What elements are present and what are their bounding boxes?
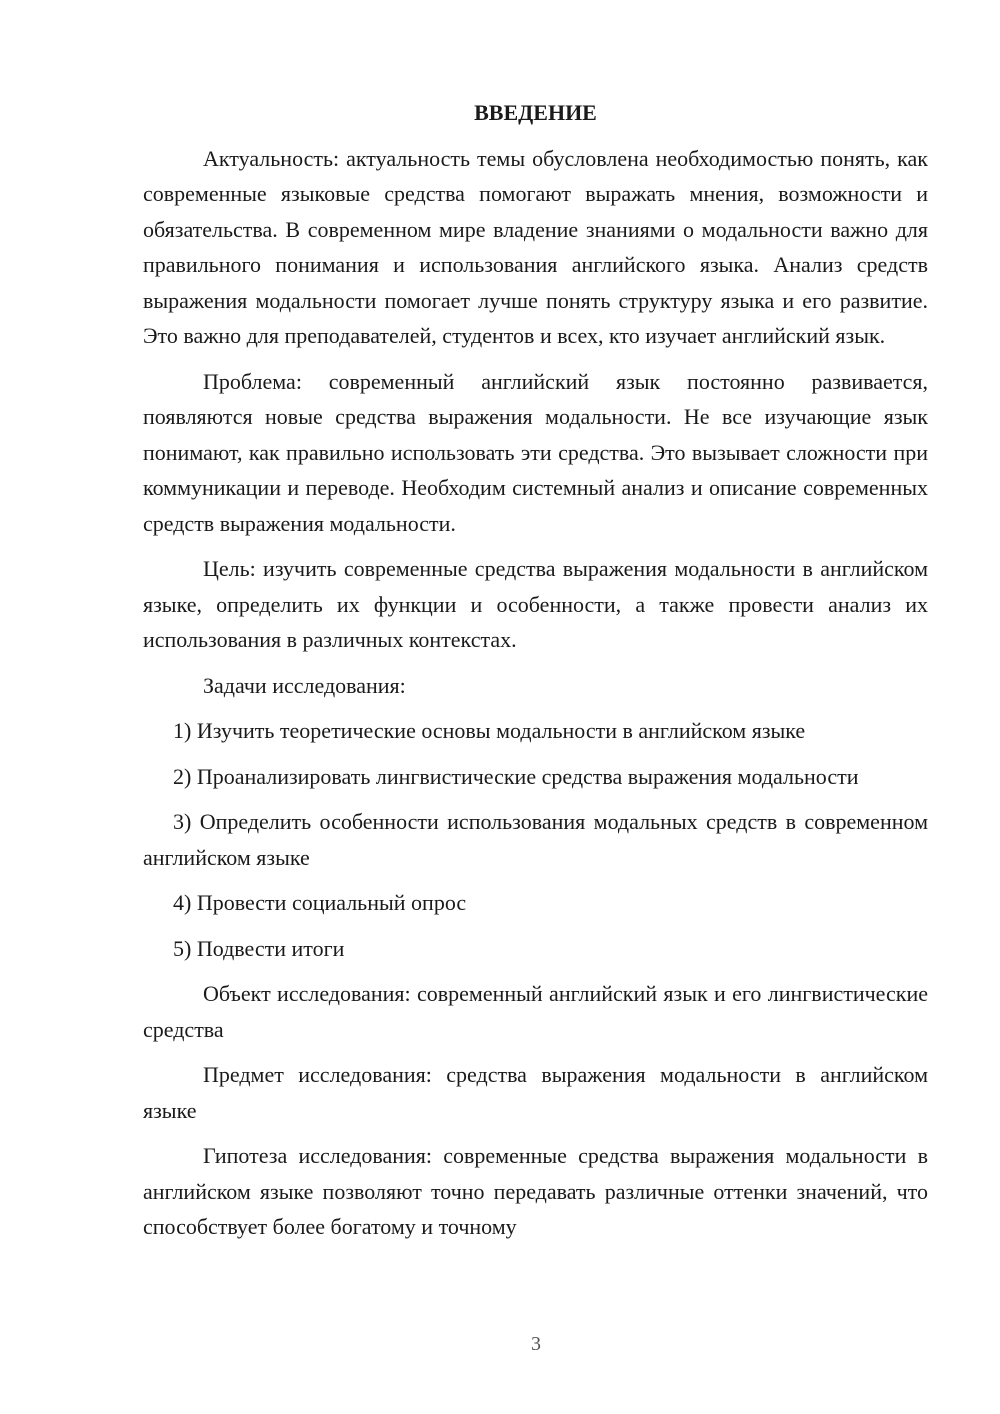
paragraph-goal: Цель: изучить современные средства выражения модальности в английском языке, определить их функции и особенности, а также провести анализ их использования в различных контекстах. — [143, 556, 928, 652]
paragraph-relevance: Актуальность: актуальность темы обусловлена необходимостью понять, как современные языковые средства помогают выражать мнения, возможности и обязательства. В современном мире владение знаниями о модальности важно для правильного понимания и использования английского языка. Анализ средств выражения модальности помогает лучше понять структуру языка и его развитие. Это важно для преподавателей, студентов и всех, кто изучает английский язык. — [143, 145, 928, 348]
paragraph-tasks-heading: Задачи исследования: — [203, 672, 406, 698]
paragraph-hypothesis: Гипотеза исследования: современные средства выражения модальности в английском языке позволяют точно передавать различные оттенки значений, что способствует более богатому и точному — [143, 1143, 928, 1239]
task-item-3: 3) Определить особенности использования модальных средств в современном английском языке — [143, 809, 928, 870]
task-item-4: 4) Провести социальный опрос — [173, 890, 467, 915]
paragraph-problem: Проблема: современный английский язык постоянно развивается, появляются новые средства выражения модальности. Не все изучающие язык понимают, как правильно использовать эти средства. Это вызывает сложности при коммуникации и переводе. Необходим системный анализ и описание современных средств выражения модальности. — [143, 368, 928, 536]
task-item-5: 5) Подвести итоги — [173, 935, 345, 961]
paragraph-subject: Предмет исследования: средства выражения модальности в английском языке — [143, 1062, 928, 1123]
document-page — [143, 95, 928, 1255]
task-item-1: 1) Изучить теоретические основы модальности в английском языке — [173, 718, 806, 743]
page-number: 3 — [531, 1333, 541, 1355]
section-title: ВВЕДЕНИЕ — [474, 100, 597, 125]
task-item-2: 2) Проанализировать лингвистические средства выражения модальности — [173, 763, 859, 789]
paragraph-object: Объект исследования: современный английский язык и его лингвистические средства — [143, 981, 928, 1042]
